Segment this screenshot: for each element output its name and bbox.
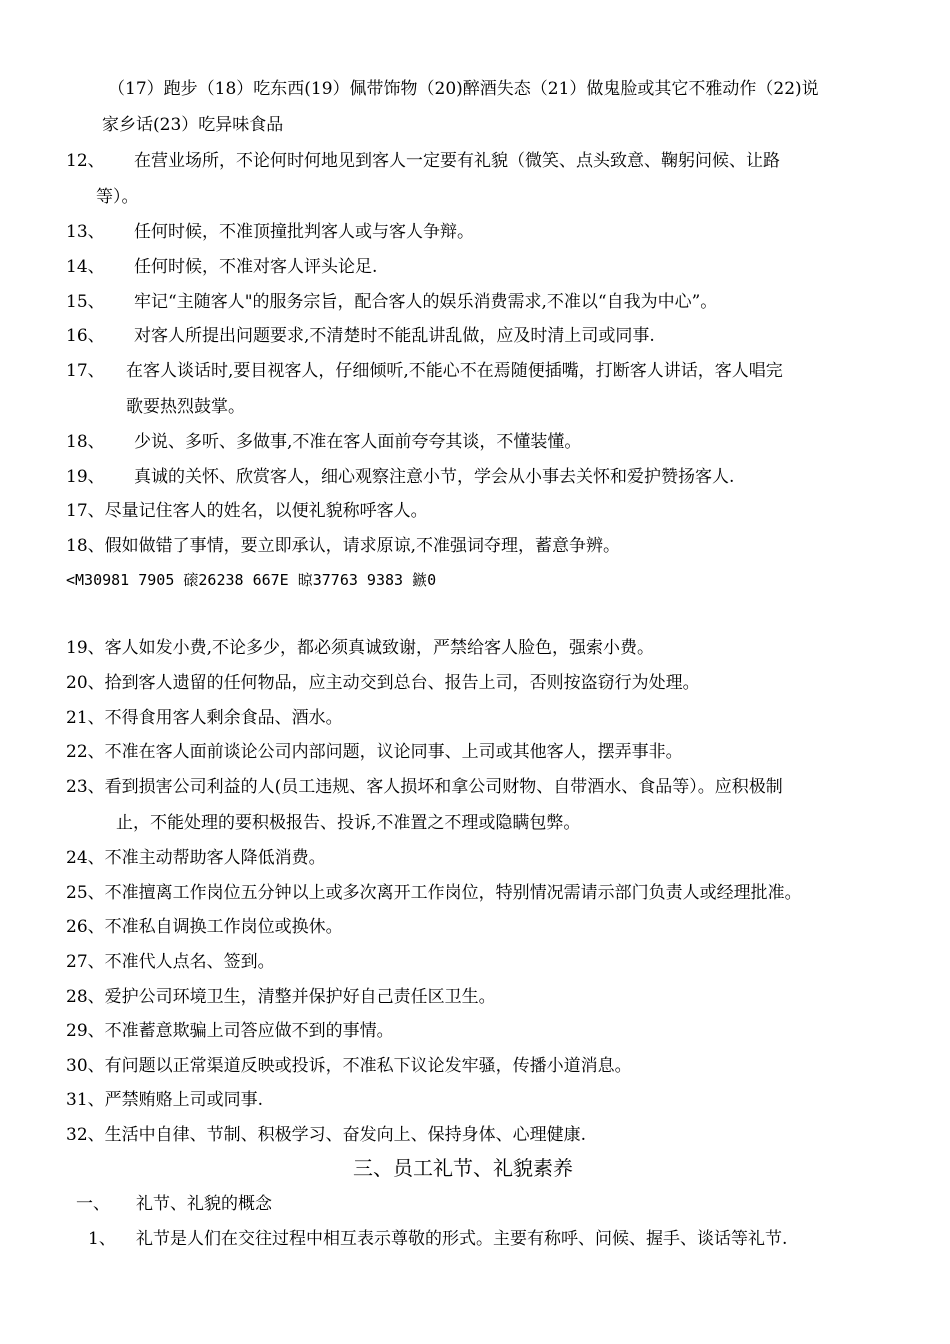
text-line: 28、爱护公司环境卫生，清整并保护好自己责任区卫生。 <box>66 987 496 1007</box>
text-line: 30、有问题以正常渠道反映或投诉，不准私下议论发牢骚，传播小道消息。 <box>66 1056 632 1076</box>
text-line: 19、客人如发小费,不论多少，都必须真诚致谢，严禁给客人脸色，强索小费。 <box>66 638 655 658</box>
text-line: 21、不得食用客人剩余食品、酒水。 <box>66 708 343 728</box>
text-line: 24、不准主动帮助客人降低消费。 <box>66 848 326 868</box>
item-number: 19、 <box>66 467 105 487</box>
text-line: 礼节是人们在交往过程中相互表示尊敬的形式。主要有称呼、问候、握手、谈话等礼节. <box>136 1229 788 1249</box>
text-line: 歌要热烈鼓掌。 <box>126 397 245 417</box>
text-line: 真诚的关怀、欣赏客人，细心观察注意小节，学会从小事去关怀和爱护赞扬客人. <box>134 467 735 487</box>
text-line: 23、看到损害公司利益的人(员工违规、客人损坏和拿公司财物、自带酒水、食品等）。应积极制 <box>66 777 783 797</box>
item-number: 15、 <box>66 292 105 312</box>
text-line: 牢记“主随客人"的服务宗旨，配合客人的娱乐消费需求,不准以“自我为中心”。 <box>134 292 718 312</box>
item-number: 17、 <box>66 361 105 381</box>
item-number: 16、 <box>66 326 105 346</box>
text-line: 在客人谈话时,要目视客人，仔细倾听,不能心不在焉随便插嘴，打断客人讲话，客人唱完 <box>126 361 783 381</box>
text-line: 25、不准擅离工作岗位五分钟以上或多次离开工作岗位，特别情况需请示部门负责人或经理批准。 <box>66 883 802 903</box>
text-line: 26、不准私自调换工作岗位或换休。 <box>66 917 343 937</box>
text-line: 任何时候，不准顶撞批判客人或与客人争辩。 <box>134 222 474 242</box>
section-title: 三、员工礼节、礼貌素养 <box>353 1156 573 1180</box>
item-number: 12、 <box>66 151 105 171</box>
text-line: 17、尽量记住客人的姓名，以便礼貌称呼客人。 <box>66 501 428 521</box>
item-number: 14、 <box>66 257 105 277</box>
text-line: 礼节、礼貌的概念 <box>136 1194 272 1214</box>
item-number: 一、 <box>76 1194 110 1214</box>
text-line: 31、严禁贿赂上司或同事. <box>66 1090 264 1110</box>
text-line: 对客人所提出问题要求,不清楚时不能乱讲乱做，应及时清上司或同事. <box>134 326 655 346</box>
text-line: 32、生活中自律、节制、积极学习、奋发向上、保持身体、心理健康. <box>66 1125 587 1145</box>
item-number: 13、 <box>66 222 105 242</box>
text-line: 29、不准蓄意欺骗上司答应做不到的事情。 <box>66 1021 394 1041</box>
item-number: 18、 <box>66 432 105 452</box>
text-line: 任何时候，不准对客人评头论足. <box>134 257 378 277</box>
text-line: 20、拾到客人遗留的任何物品，应主动交到总台、报告上司，否则按盗窃行为处理。 <box>66 673 700 693</box>
text-line: 27、不准代人点名、签到。 <box>66 952 275 972</box>
text-line: 家乡话(23）吃异味食品 <box>102 115 284 135</box>
text-line: 在营业场所，不论何时何地见到客人一定要有礼貌（微笑、点头致意、鞠躬问候、让路 <box>134 151 780 171</box>
item-number: 1、 <box>88 1229 116 1249</box>
text-line: （17）跑步（18）吃东西(19）佩带饰物（20)醉酒失态（21）做鬼脸或其它不雅动作（22)说 <box>108 79 819 99</box>
text-line: 等）。 <box>96 187 139 207</box>
garbled-text-line: <M30981 7905 磙26238 667E 晾37763 9383 鏃0 <box>66 571 437 589</box>
text-line: 18、假如做错了事情，要立即承认，请求原谅,不准强词夺理，蓄意争辨。 <box>66 536 621 556</box>
text-line: 少说、多听、多做事,不准在客人面前夸夸其谈，不懂装懂。 <box>134 432 582 452</box>
text-line: 22、不准在客人面前谈论公司内部问题，议论同事、上司或其他客人，摆弄事非。 <box>66 742 683 762</box>
text-line: 止，不能处理的要积极报告、投诉,不准置之不理或隐瞒包弊。 <box>116 813 581 833</box>
